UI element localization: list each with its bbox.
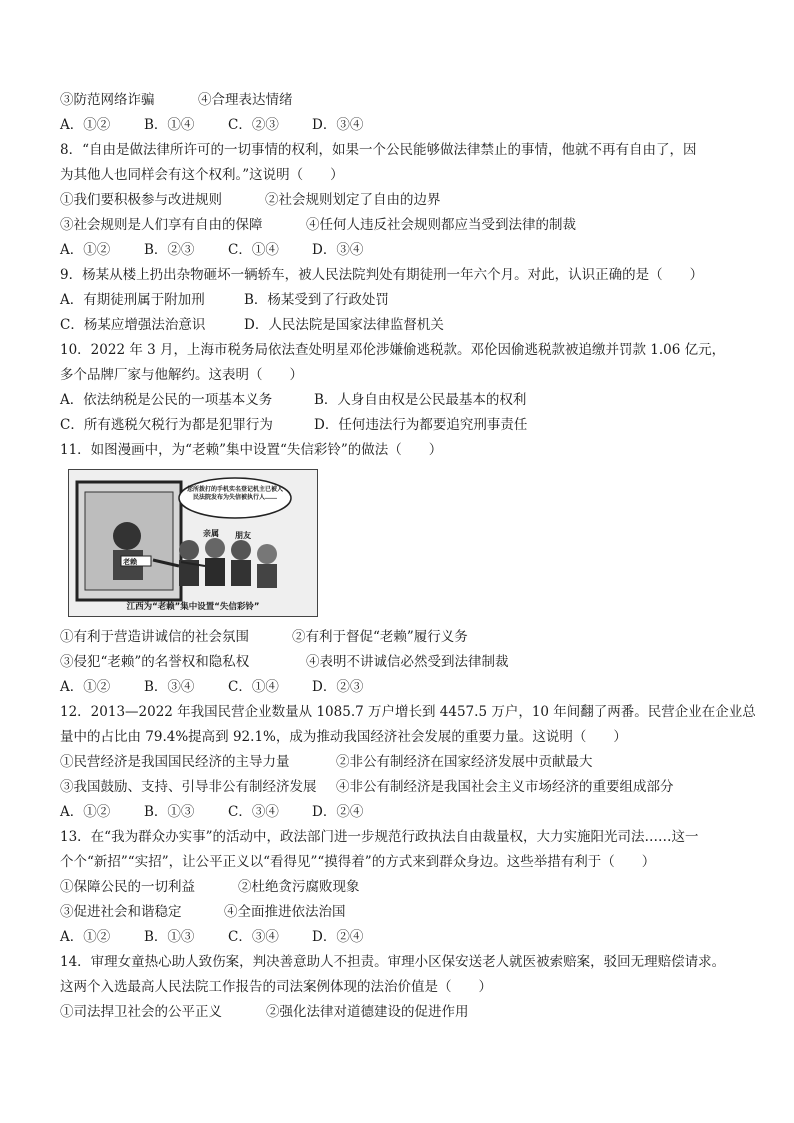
q8-stem-line2: 为其他人也同样会有这个权利。”这说明（ ） <box>60 167 344 183</box>
q8-choice-b: B．②③ <box>144 242 195 258</box>
cartoon-caption: 江西为“老赖”集中设置“失信彩铃” <box>126 602 260 612</box>
q7-choice-c: C．②③ <box>228 117 279 133</box>
q9-option-b: B．杨某受到了行政处罚 <box>244 292 389 308</box>
q10-options-cd <box>60 413 740 438</box>
q13-option-3: ③促进社会和谐稳定 <box>60 904 182 920</box>
q11-option-4: ④表明不讲诚信必然受到法律制裁 <box>306 654 509 670</box>
q9-options-cd <box>60 313 740 338</box>
q12-stem-line1: 12．2013—2022 年我国民营企业数量从 1085.7 万户增长到 4457.5 万户，10 年间翻了两番。民营企业在企业总 <box>60 704 756 720</box>
q9-option-a: A．有期徒刑属于附加刑 <box>60 292 205 308</box>
q10-stem-line2: 多个品牌厂家与他解约。这表明（ ） <box>60 367 303 383</box>
q12-options-12 <box>60 750 740 775</box>
q12-choices <box>60 800 740 825</box>
q11-choice-c: C．①④ <box>228 679 279 695</box>
q11-stem: 11．如图漫画中，为“老赖”集中设置“失信彩铃”的做法（ ） <box>60 442 443 458</box>
q7-options-34 <box>60 88 740 113</box>
q9-option-c: C．杨某应增强法治意识 <box>60 317 206 333</box>
q8-stem-line1: 8．“自由是做法律所许可的一切事情的权利，如果一个公民能够做法律禁止的事情，他就不再有自由了，因 <box>60 142 697 158</box>
q13-stem-line1: 13．在“我为群众办实事”的活动中，政法部门进一步规范行政执法自由裁量权，大力实施阳光司法……这一 <box>60 829 699 845</box>
cartoon-label-relatives: 亲属 <box>203 529 219 538</box>
q9-option-d: D．人民法院是国家法律监督机关 <box>244 317 444 333</box>
q12-option-1: ①民营经济是我国国民经济的主导力量 <box>60 754 290 770</box>
q11-choices <box>60 675 740 700</box>
q12-option-3: ③我国鼓励、支持、引导非公有制经济发展 <box>60 779 317 795</box>
q8-choices <box>60 238 740 263</box>
q9-stem: 9．杨某从楼上扔出杂物砸坏一辆轿车，被人民法院判处有期徒刑一年六个月。对此，认识正确的是（ ） <box>60 267 704 283</box>
q7-option-4: ④合理表达情绪 <box>198 92 293 108</box>
q13-choice-c: C．③④ <box>228 929 279 945</box>
q13-option-4: ④全面推进依法治国 <box>224 904 346 920</box>
q13-choice-d: D．②④ <box>312 929 364 945</box>
q14-stem-line1: 14．审理女童热心助人致伤案，判决善意助人不担责。审理小区保安送老人就医被索赔案，驳回无理赔偿请求。 <box>60 954 726 970</box>
q12-options-34 <box>60 775 740 800</box>
q14-option-1: ①司法捍卫社会的公平正义 <box>60 1004 222 1020</box>
q13-choice-b: B．①③ <box>144 929 195 945</box>
q13-options-34 <box>60 900 740 925</box>
q8-choice-c: C．①④ <box>228 242 279 258</box>
q11-choice-b: B．③④ <box>144 679 195 695</box>
q10-stem-line1: 10．2022 年 3 月，上海市税务局依法查处明星邓伦涉嫌偷逃税款。邓伦因偷逃税款被追缴并罚款 1.06 亿元， <box>60 342 726 358</box>
q11-options-12 <box>60 625 740 650</box>
q7-choice-a: A．①② <box>60 117 111 133</box>
q11-option-3: ③侵犯“老赖”的名誉权和隐私权 <box>60 654 250 670</box>
q10-option-a: A．依法纳税是公民的一项基本义务 <box>60 392 273 408</box>
q10-option-b: B．人身自由权是公民最基本的权利 <box>314 392 527 408</box>
q13-stem-line2: 个个“新招”“实招”，让公平正义以“看得见”“摸得着”的方式来到群众身边。这些举措有利于（ ） <box>60 854 656 870</box>
q13-option-2: ②杜绝贪污腐败现象 <box>238 879 360 895</box>
q8-choice-d: D．③④ <box>312 242 364 258</box>
q7-option-3: ③防范网络诈骗 <box>60 92 155 108</box>
q8-option-2: ②社会规则划定了自由的边界 <box>265 192 441 208</box>
q13-options-12 <box>60 875 740 900</box>
q8-choice-a: A．①② <box>60 242 111 258</box>
q10-option-d: D．任何违法行为都要追究刑事责任 <box>314 417 528 433</box>
cartoon-label-friends: 朋友 <box>235 531 251 540</box>
exam-page <box>60 88 756 1025</box>
q8-options-34 <box>60 213 740 238</box>
q8-options-12 <box>60 188 740 213</box>
q12-choice-a: A．①② <box>60 804 111 820</box>
q12-choice-b: B．①③ <box>144 804 195 820</box>
q7-choice-d: D．③④ <box>312 117 364 133</box>
q7-choice-b: B．①④ <box>144 117 195 133</box>
q11-choice-a: A．①② <box>60 679 111 695</box>
laolai-cartoon <box>68 469 318 617</box>
q10-option-c: C．所有逃税欠税行为都是犯罪行为 <box>60 417 273 433</box>
q11-option-1: ①有利于营造讲诚信的社会氛围 <box>60 629 249 645</box>
q13-choice-a: A．①② <box>60 929 111 945</box>
q8-option-1: ①我们要积极参与改进规则 <box>60 192 222 208</box>
q12-choice-d: D．②④ <box>312 804 364 820</box>
cartoon-bubble-text: 您所拨打的手机实名登记机主已被人民法院发布为失信被执行人…… <box>186 486 283 501</box>
q8-option-3: ③社会规则是人们享有自由的保障 <box>60 217 263 233</box>
q12-stem-line2: 量中的占比由 79.4%提高到 92.1%，成为推动我国经济社会发展的重要力量。这说明（ ） <box>60 729 627 745</box>
q13-choices <box>60 925 740 950</box>
q11-choice-d: D．②③ <box>312 679 364 695</box>
q13-option-1: ①保障公民的一切利益 <box>60 879 195 895</box>
q14-options-12 <box>60 1000 740 1025</box>
q9-options-ab <box>60 288 740 313</box>
q14-stem-line2: 这两个入选最高人民法院工作报告的司法案例体现的法治价值是（ ） <box>60 979 492 995</box>
q14-option-2: ②强化法律对道德建设的促进作用 <box>266 1004 469 1020</box>
q12-option-2: ②非公有制经济在国家经济发展中贡献最大 <box>336 754 593 770</box>
q11-option-2: ②有利于督促“老赖”履行义务 <box>292 629 468 645</box>
q8-option-4: ④任何人违反社会规则都应当受到法律的制裁 <box>306 217 576 233</box>
q12-option-4: ④非公有制经济是我国社会主义市场经济的重要组成部分 <box>336 779 674 795</box>
q12-choice-c: C．③④ <box>228 804 279 820</box>
q10-options-ab <box>60 388 740 413</box>
q11-options-34 <box>60 650 740 675</box>
q7-choices <box>60 113 740 138</box>
cartoon-label-laolai: 老赖 <box>123 558 137 566</box>
